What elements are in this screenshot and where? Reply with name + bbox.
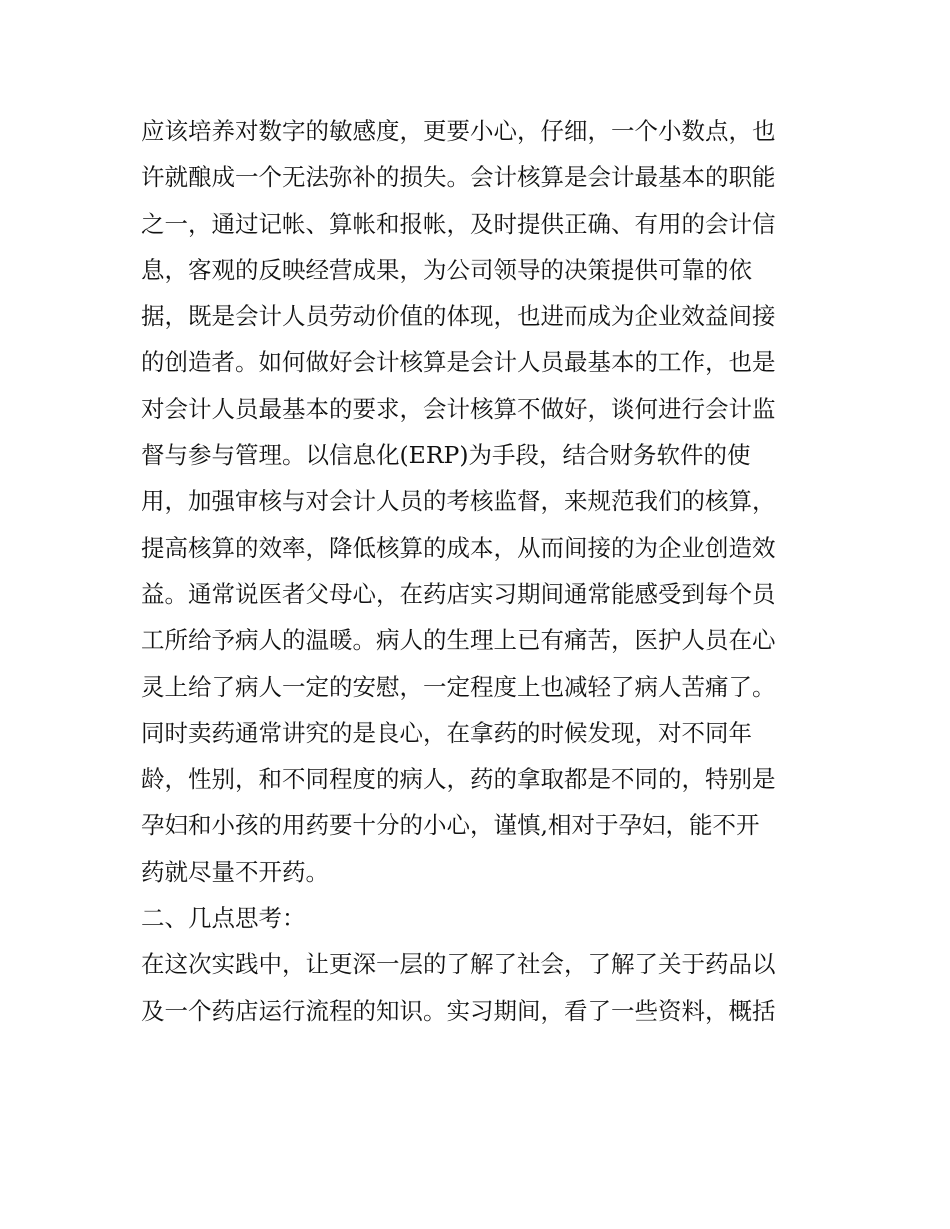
text-line: 及一个药店运行流程的知识。实习期间，看了一些资料，概括 bbox=[141, 996, 776, 1025]
text-line: 用，加强审核与对会计人员的考核监督，来规范我们的核算， bbox=[141, 487, 776, 516]
text-line: 息，客观的反映经营成果，为公司领导的决策提供可靠的依 bbox=[141, 255, 752, 284]
text-line: 督与参与管理。以信息化(ERP)为手段，结合财务软件的使 bbox=[141, 441, 751, 470]
text-line: 药就尽量不开药。 bbox=[141, 857, 329, 886]
text-line: 同时卖药通常讲究的是良心，在拿药的时候发现，对不同年 bbox=[141, 718, 752, 747]
text-line: 孕妇和小孩的用药要十分的小心，谨慎,相对于孕妇，能不开 bbox=[141, 811, 760, 840]
text-line: 灵上给了病人一定的安慰，一定程度上也减轻了病人苦痛了。 bbox=[141, 672, 776, 701]
text-line: 益。通常说医者父母心，在药店实习期间通常能感受到每个员 bbox=[141, 579, 776, 608]
text-line: 据，既是会计人员劳动价值的体现，也进而成为企业效益间接 bbox=[141, 302, 776, 331]
text-line: 在这次实践中，让更深一层的了解了社会，了解了关于药品以 bbox=[141, 950, 776, 979]
text-line: 工所给予病人的温暖。病人的生理上已有痛苦，医护人员在心 bbox=[141, 626, 776, 655]
text-line: 许就酿成一个无法弥补的损失。会计核算是会计最基本的职能 bbox=[141, 163, 776, 192]
text-line: 对会计人员最基本的要求，会计核算不做好，谈何进行会计监 bbox=[141, 394, 776, 423]
text-line: 之一，通过记帐、算帐和报帐，及时提供正确、有用的会计信 bbox=[141, 209, 776, 238]
text-line: 应该培养对数字的敏感度，更要小心，仔细，一个小数点，也 bbox=[141, 117, 776, 145]
section-heading: 二、几点思考： bbox=[141, 904, 306, 933]
text-line: 提高核算的效率，降低核算的成本，从而间接的为企业创造效 bbox=[141, 533, 776, 562]
body-text bbox=[141, 108, 821, 1034]
text-line: 龄，性别，和不同程度的病人，药的拿取都是不同的，特别是 bbox=[141, 765, 776, 794]
text-line: 的创造者。如何做好会计核算是会计人员最基本的工作，也是 bbox=[141, 348, 776, 377]
